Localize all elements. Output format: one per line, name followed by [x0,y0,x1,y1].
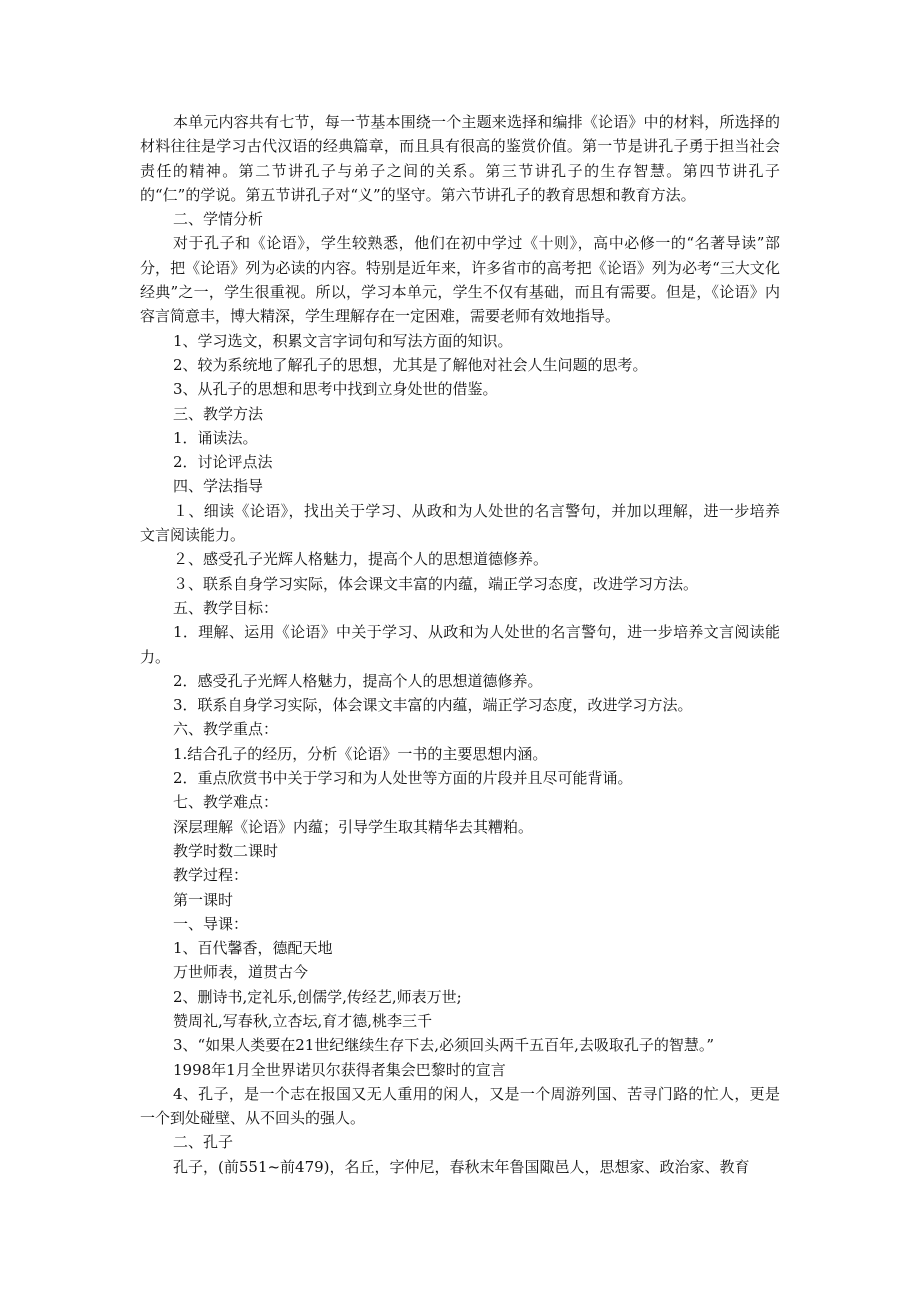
list-item-method-1: 1．诵读法。 [173,428,258,447]
list-item-goal-3: 3、从孔子的思想和思考中找到立身处世的借鉴。 [173,380,498,399]
paragraph-confucius-bio: 孔子，(前551~前479)，名丘，字仲尼，春秋末年鲁国陬邑人，思想家、政治家、教育 [173,1157,750,1176]
heading-teaching-focus: 六、教学重点： [173,720,279,739]
heading-introduction: 一、导课： [173,914,249,933]
heading-teaching-difficulty: 七、教学难点： [173,793,279,812]
paragraph-teaching-difficulty: 深层理解《论语》内蕴；引导学生取其精华去其糟粕。 [173,817,534,836]
line-intro-1-continued: 万世师表，道贯古今 [173,963,309,982]
line-intro-2-continued: 赞周礼,写春秋,立杏坛,育才德,桃李三千 [173,1011,433,1030]
list-item-intro-3: 3、“如果人类要在21世纪继续生存下去,必须回头两千五百年,去吸取孔子的智慧。” [173,1036,715,1055]
list-item-focus-2: 2．重点欣赏书中关于学习和为人处世等方面的片段并且尽可能背诵。 [173,769,633,788]
list-item-objective-2: 2．感受孔子光辉人格魅力，提高个人的思想道德修养。 [173,671,543,690]
heading-first-lesson: 第一课时 [173,890,234,909]
list-item-objective-3: 3．联系自身学习实际，体会课文丰富的内蕴，端正学习态度，改进学习方法。 [173,696,693,715]
list-item-guidance-1: １、细读《论语》，找出关于学习、从政和为人处世的名言警句，并加以理解，进一步培养文言阅读能力。 [140,501,780,545]
list-item-method-2: 2．讨论评点法 [173,453,273,472]
line-intro-3-source: 1998年1月全世界诺贝尔获得者集会巴黎时的宣言 [173,1060,506,1079]
paragraph-unit-overview: 本单元内容共有七节，每一节基本围绕一个主题来选择和编排《论语》中的材料，所选择的材料往往是学习古代汉语的经典篇章，而且具有很高的鉴赏价值。第一节是讲孔子勇于担当社会责任的精神。第二节讲孔子与弟子之间的关系。第三节讲孔子的生存智慧。第四节讲孔子的“仁”的学说。第五节讲孔子对“义”的坚守。第六节讲孔子的教育思想和教育方法。 [140,113,780,204]
heading-teaching-process: 教学过程： [173,866,249,885]
list-item-goal-1: 1、学习选文，积累文言字词句和写法方面的知识。 [173,331,513,350]
list-item-goal-2: 2、较为系统地了解孔子的思想，尤其是了解他对社会人生问题的思考。 [173,355,648,374]
document-body [140,110,780,1179]
list-item-objective-1: 1．理解、运用《论语》中关于学习、从政和为人处世的名言警句，进一步培养文言阅读能力。 [140,623,780,666]
list-item-intro-2: 2、删诗书,定礼乐,创儒学,传经艺,师表万世; [173,987,462,1006]
list-item-guidance-3: ３、联系自身学习实际，体会课文丰富的内蕴，端正学习态度，改进学习方法。 [173,574,699,593]
list-item-intro-1: 1、百代馨香，德配天地 [173,939,333,958]
paragraph-learning-analysis: 对于孔子和《论语》，学生较熟悉，他们在初中学过《十则》，高中必修一的“名著导读”部分，把《论语》列为必读的内容。特别是近年来，许多省市的高考把《论语》列为必考“三大文化经典”之一，学生很重视。所以，学习本单元，学生不仅有基础，而且有需要。但是，《论语》内容言简意丰，博大精深，学生理解存在一定困难，需要老师有效地指导。 [140,234,780,326]
heading-learning-analysis: 二、学情分析 [173,210,264,229]
heading-teaching-method: 三、教学方法 [173,404,264,423]
heading-study-guidance: 四、学法指导 [173,477,264,496]
paragraph-teaching-hours: 教学时数二课时 [173,841,279,860]
list-item-guidance-2: ２、感受孔子光辉人格魅力，提高个人的思想道德修养。 [173,550,549,569]
list-item-focus-1: 1.结合孔子的经历，分析《论语》一书的主要思想内涵。 [173,744,548,763]
list-item-intro-4: 4、孔子，是一个志在报国又无人重用的闲人，又是一个周游列国、苦寻门路的忙人，更是一个到处碰壁、从不回头的强人。 [140,1084,780,1128]
heading-confucius: 二、孔子 [173,1133,234,1152]
heading-teaching-objectives: 五、教学目标： [173,598,279,617]
